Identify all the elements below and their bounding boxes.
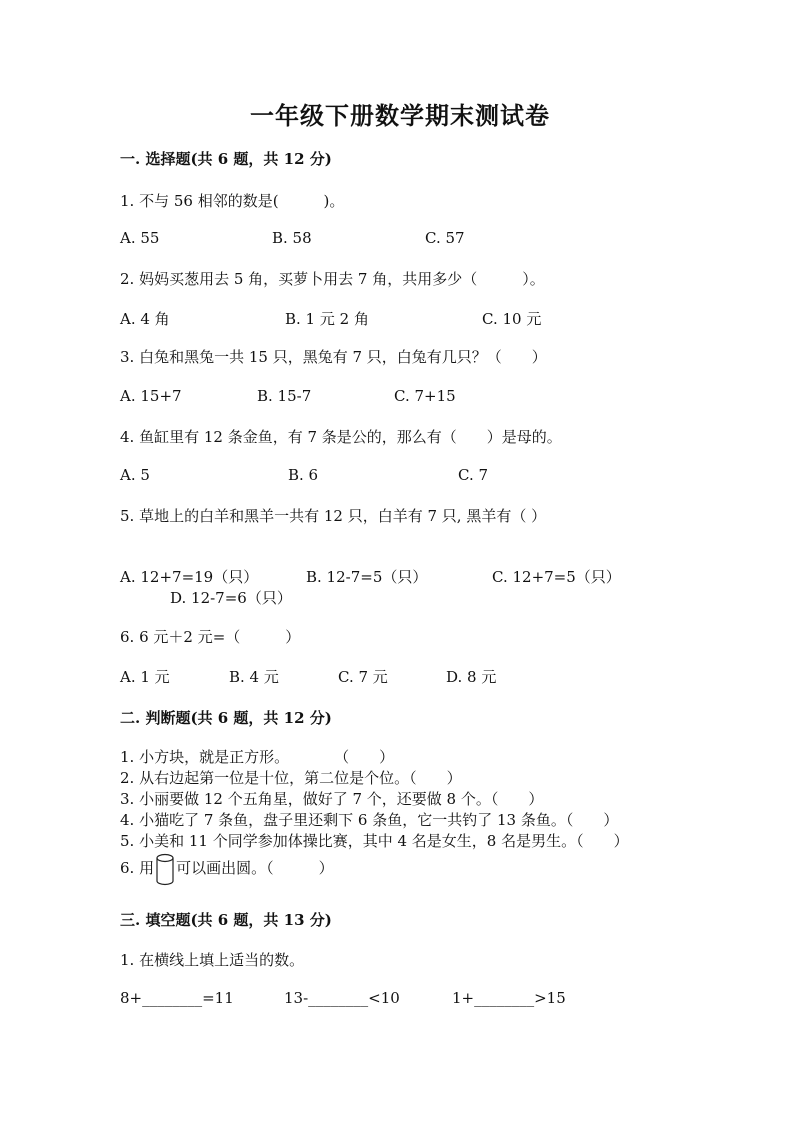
option-5d: D. 12-7=6（只）	[170, 589, 292, 607]
option-1a: A. 55	[120, 229, 160, 247]
question-1: 1. 不与 56 相邻的数是( )。	[120, 192, 345, 210]
option-3a: A. 15+7	[120, 387, 182, 405]
option-5b: B. 12-7=5（只）	[306, 568, 428, 586]
judge-item-2: 2. 从右边起第一位是十位，第二位是个位。（ ）	[120, 769, 462, 787]
judge-item-1: 1. 小方块，就是正方形。 （ ）	[120, 748, 395, 766]
question-5: 5. 草地上的白羊和黑羊一共有 12 只，白羊有 7 只, 黑羊有（ ）	[120, 507, 547, 525]
section-heading-judge: 二. 判断题(共 6 题，共 12 分)	[120, 709, 332, 727]
judge-item-6-lead: 6. 用	[120, 859, 155, 877]
question-4: 4. 鱼缸里有 12 条金鱼，有 7 条是公的，那么有（ ）是母的。	[120, 428, 562, 446]
option-6b: B. 4 元	[229, 668, 279, 686]
page-title: 一年级下册数学期末测试卷	[250, 101, 550, 130]
question-3: 3. 白兔和黑兔一共 15 只，黑兔有 7 只，白兔有几只？（ ）	[120, 348, 547, 366]
fill-blank-3: 1+________>15	[452, 989, 566, 1007]
option-2b: B. 1 元 2 角	[285, 310, 369, 328]
fill-question-1: 1. 在横线上填上适当的数。	[120, 951, 305, 969]
judge-item-5: 5. 小美和 11 个同学参加体操比赛，其中 4 名是女生，8 名是男生。（ ）	[120, 832, 629, 850]
option-4c: C. 7	[458, 466, 489, 484]
option-3b: B. 15-7	[257, 387, 312, 405]
judge-item-6-tail: 可以画出圆。（ ）	[176, 859, 334, 877]
option-4a: A. 5	[120, 466, 150, 484]
option-1c: C. 57	[425, 229, 465, 247]
question-2: 2. 妈妈买葱用去 5 角，买萝卜用去 7 角，共用多少（ ）。	[120, 270, 545, 288]
option-3c: C. 7+15	[394, 387, 456, 405]
option-5c: C. 12+7=5（只）	[492, 568, 621, 586]
option-2c: C. 10 元	[482, 310, 542, 328]
option-2a: A. 4 角	[120, 310, 170, 328]
judge-item-3: 3. 小丽要做 12 个五角星，做好了 7 个，还要做 8 个。（ ）	[120, 790, 544, 808]
option-4b: B. 6	[288, 466, 319, 484]
section-heading-fill: 三. 填空题(共 6 题，共 13 分)	[120, 911, 332, 929]
option-5a: A. 12+7=19（只）	[120, 568, 259, 586]
question-6: 6. 6 元＋2 元=（ ）	[120, 628, 301, 646]
section-heading-choice: 一. 选择题(共 6 题，共 12 分)	[120, 150, 332, 168]
option-1b: B. 58	[272, 229, 312, 247]
cylinder-icon	[154, 853, 176, 887]
judge-item-4: 4. 小猫吃了 7 条鱼，盘子里还剩下 6 条鱼，它一共钓了 13 条鱼。（ ）	[120, 811, 619, 829]
option-6a: A. 1 元	[120, 668, 170, 686]
judge-item-6	[120, 851, 334, 887]
option-6d: D. 8 元	[446, 668, 497, 686]
fill-blank-2: 13-________<10	[284, 989, 400, 1007]
fill-blank-1: 8+________=11	[120, 989, 234, 1007]
option-6c: C. 7 元	[338, 668, 388, 686]
